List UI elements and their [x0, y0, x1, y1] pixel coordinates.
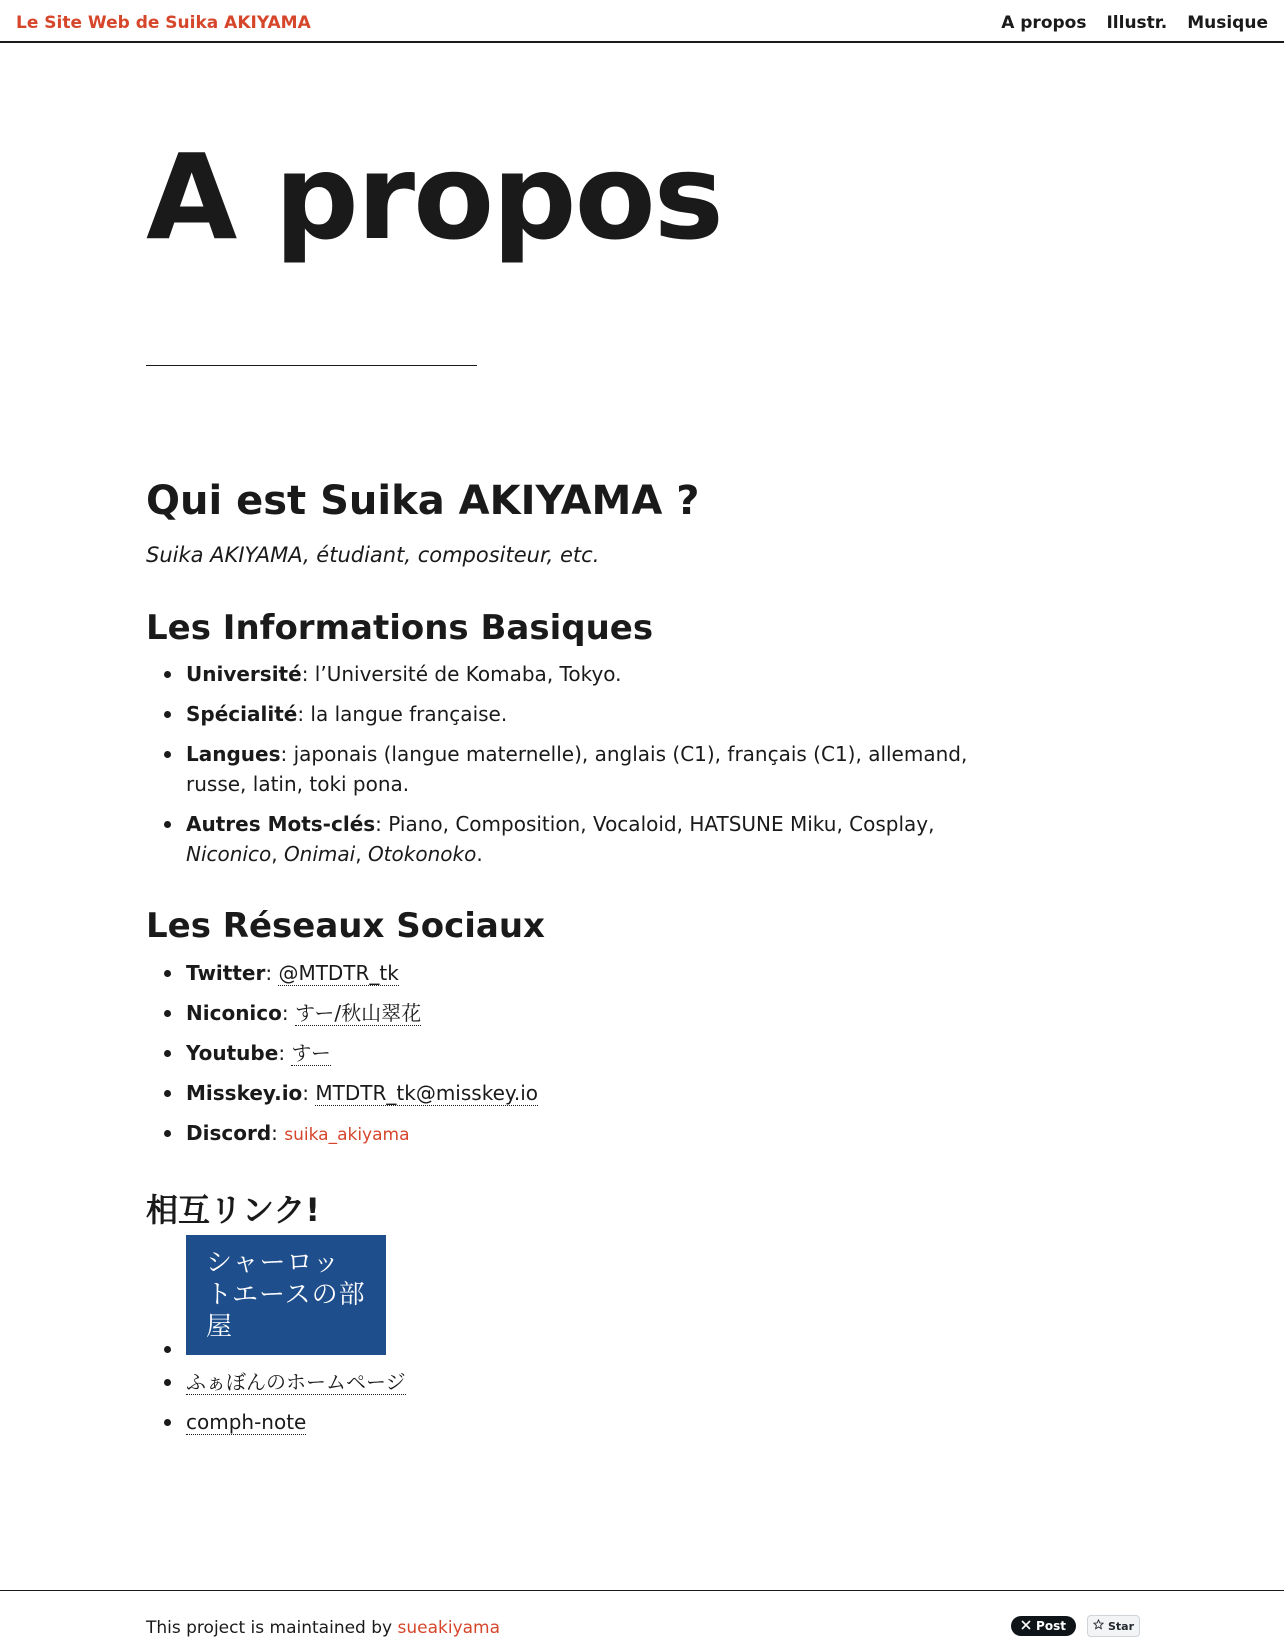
- item-end: .: [476, 842, 483, 866]
- mutual-links-heading: 相互リンク!: [146, 1191, 320, 1229]
- nav-link-illustr[interactable]: Illustr.: [1106, 13, 1168, 33]
- intro-heading: Qui est Suika AKIYAMA ?: [146, 478, 700, 524]
- list-item: [146, 1118, 986, 1150]
- separator: :: [278, 1041, 292, 1065]
- separator: :: [302, 1081, 316, 1105]
- discord-handle: suika_akiyama: [284, 1125, 410, 1145]
- list-item: [146, 1367, 986, 1397]
- item-label: Autres Mots-clés: [186, 812, 376, 836]
- item-text: : la langue française.: [297, 702, 508, 726]
- separator: :: [271, 1121, 285, 1145]
- list-item: [146, 1078, 986, 1108]
- list-item: [146, 998, 986, 1028]
- social-label: Misskey.io: [186, 1081, 303, 1105]
- item-label: Langues: [186, 742, 281, 766]
- basics-list: [146, 659, 986, 879]
- social-label: Discord: [186, 1121, 272, 1145]
- footer-maintained: This project is maintained by: [146, 1618, 398, 1638]
- list-item: [146, 1235, 986, 1357]
- charlotte-ace-banner-link[interactable]: シャーロットエースの部屋: [186, 1235, 386, 1355]
- misskey-link[interactable]: MTDTR_tk@misskey.io: [315, 1081, 539, 1105]
- separator: :: [281, 1001, 295, 1025]
- separator: ,: [355, 842, 368, 866]
- niconico-link[interactable]: すー/秋山翠花: [295, 1001, 422, 1025]
- list-item: [146, 739, 986, 799]
- item-label: Spécialité: [186, 702, 298, 726]
- star-icon: [1093, 1619, 1104, 1633]
- list-item: [146, 659, 986, 689]
- social-label: Niconico: [186, 1001, 282, 1025]
- nav-link-musique[interactable]: Musique: [1187, 13, 1268, 33]
- twitter-link[interactable]: @MTDTR_tk: [278, 961, 399, 985]
- author-link[interactable]: sueakiyama: [397, 1618, 501, 1638]
- list-item: [146, 1407, 986, 1437]
- intro-subtitle: Suika AKIYAMA, étudiant, compositeur, etc.: [146, 543, 600, 567]
- item-label: Université: [186, 662, 302, 686]
- social-heading: Les Réseaux Sociaux: [146, 906, 545, 946]
- list-item: [146, 809, 986, 869]
- page-title: A propos: [146, 128, 722, 266]
- footer-text: [146, 1618, 500, 1638]
- item-text: : l’Université de Komaba, Tokyo.: [301, 662, 622, 686]
- fabon-homepage-link[interactable]: ふぁぼんのホームページ: [186, 1370, 406, 1394]
- item-text: : japonais (langue maternelle), anglais (C1), français (C1), allemand, russe, latin, toki pona.: [186, 742, 968, 796]
- top-navbar: [0, 0, 1284, 43]
- x-post-button[interactable]: [1011, 1616, 1076, 1636]
- social-label: Youtube: [186, 1041, 279, 1065]
- separator: :: [265, 961, 279, 985]
- x-logo-icon: [1021, 1619, 1031, 1633]
- keyword-otokonoko: Otokonoko: [367, 842, 477, 866]
- keyword-niconico: Niconico: [186, 842, 272, 866]
- item-text: : Piano, Composition, Vocaloid, HATSUNE Miku, Cosplay,: [375, 812, 935, 836]
- github-star-button[interactable]: [1087, 1615, 1140, 1637]
- site-footer: [0, 1590, 1284, 1651]
- comph-note-link[interactable]: comph-note: [186, 1410, 307, 1434]
- site-brand-link[interactable]: Le Site Web de Suika AKIYAMA: [16, 13, 311, 33]
- list-item: [146, 699, 986, 729]
- youtube-link[interactable]: すー: [291, 1041, 331, 1065]
- list-item: [146, 1038, 986, 1068]
- basics-heading: Les Informations Basiques: [146, 608, 654, 648]
- social-label: Twitter: [186, 961, 266, 985]
- nav-links: [1001, 13, 1268, 33]
- post-label: Post: [1036, 1619, 1066, 1633]
- nav-link-apropos[interactable]: A propos: [1001, 13, 1087, 33]
- list-item: [146, 958, 986, 988]
- keyword-onimai: Onimai: [283, 842, 356, 866]
- social-list: [146, 958, 986, 1160]
- star-label: Star: [1107, 1619, 1135, 1633]
- separator: ,: [271, 842, 284, 866]
- mutual-links-list: [146, 1235, 986, 1447]
- title-divider: [146, 365, 477, 366]
